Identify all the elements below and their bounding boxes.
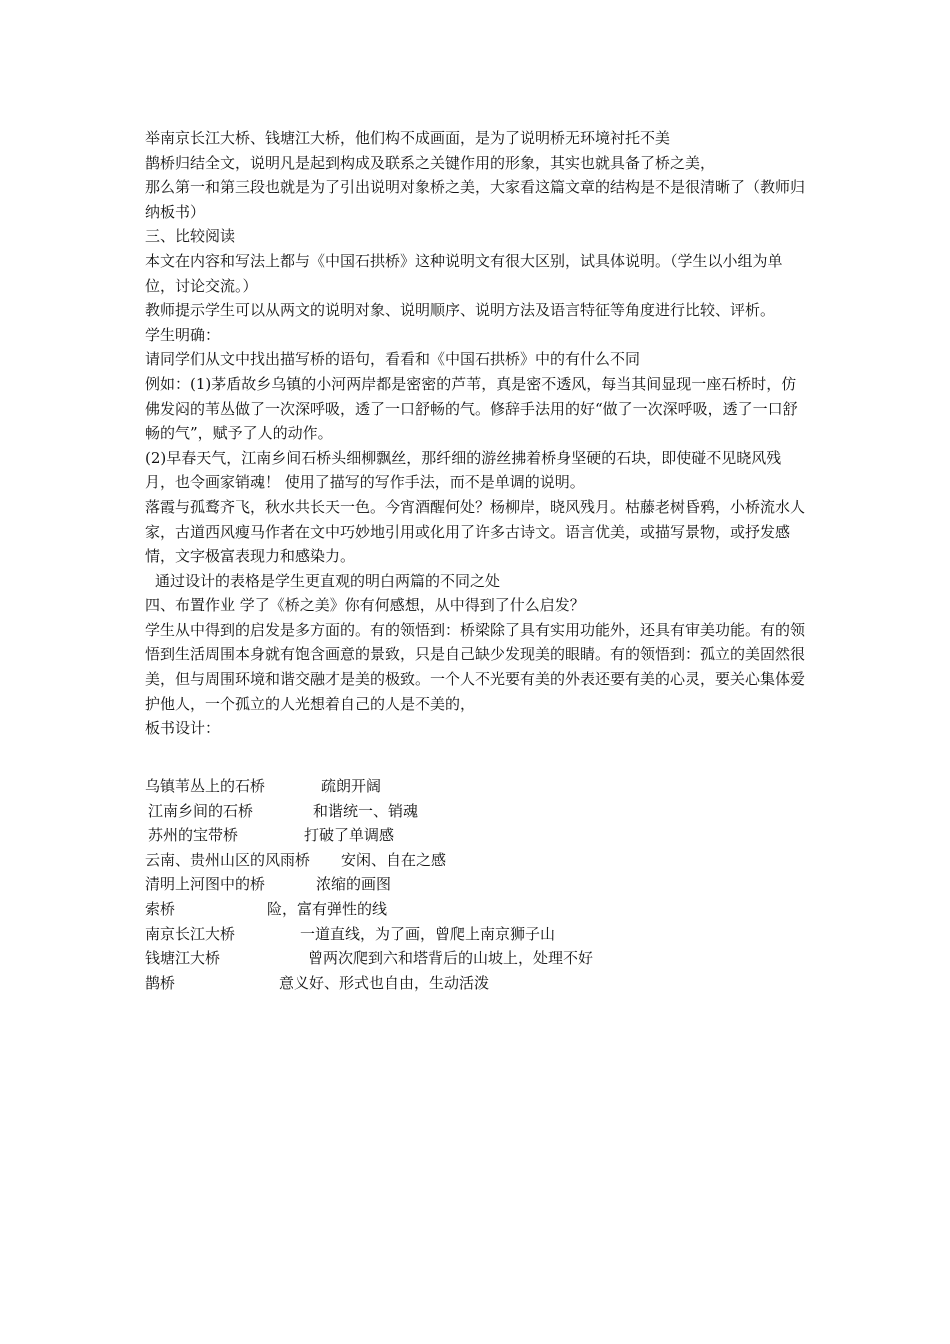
paragraph: 学生从中得到的启发是多方面的。有的领悟到：桥梁除了具有实用功能外，还具有审美功能。有的领悟到生活周围本身就有饱含画意的景致，只是自己缺少发现美的眼睛。有的领悟到：孤立的美固然很美，但与周围环境和谐交融才是美的极致。一个人不光要有美的外表还要有美的心灵，要关心集体爱护他人，一个孤立的人光想着自己的人是不美的， bbox=[145, 620, 806, 713]
paragraph: 请同学们从文中找出描写桥的语句，看看和《中国石拱桥》中的有什么不同 bbox=[145, 350, 641, 369]
bridge-feature: 一道直线，为了画，曾爬上南京狮子山 bbox=[300, 924, 556, 943]
board-row bbox=[145, 946, 810, 971]
bridge-name: 索桥 bbox=[145, 899, 176, 918]
bridge-name: 苏州的宝带桥 bbox=[148, 826, 239, 845]
paragraph: 举南京长江大桥、钱塘江大桥，他们构不成画面，是为了说明桥无环境衬托不美 bbox=[145, 129, 671, 147]
bridge-name: 乌镇苇丛上的石桥 bbox=[145, 777, 266, 795]
bridge-name: 鹊桥 bbox=[145, 973, 176, 992]
bridge-name: 清明上河图中的桥 bbox=[145, 875, 266, 894]
board-design bbox=[145, 774, 810, 995]
bridge-feature: 疏朗开阔 bbox=[321, 777, 382, 795]
board-row bbox=[145, 823, 810, 848]
paragraph: 通过设计的表格是学生更直观的明白两篇的不同之处 bbox=[155, 571, 501, 590]
board-row bbox=[145, 799, 810, 824]
paragraph: 教师提示学生可以从两文的说明对象、说明顺序、说明方法及语言特征等角度进行比较、评析。 bbox=[145, 301, 776, 320]
bridge-feature: 险，富有弹性的线 bbox=[267, 899, 388, 918]
section-heading: 四、布置作业 学了《桥之美》你有何感想，从中得到了什么启发？ bbox=[145, 596, 585, 615]
bridge-feature: 浓缩的画图 bbox=[316, 875, 392, 894]
board-row bbox=[145, 872, 810, 897]
board-row bbox=[145, 774, 810, 799]
board-row bbox=[145, 897, 810, 922]
bridge-feature: 意义好、形式也自由，生动活泼 bbox=[279, 973, 490, 992]
bridge-feature: 打破了单调感 bbox=[304, 826, 395, 845]
paragraph: 鹊桥归结全文，说明凡是起到构成及联系之关键作用的形象，其实也就具备了桥之美， bbox=[145, 153, 716, 172]
bridge-name: 江南乡间的石桥 bbox=[148, 801, 254, 820]
bridge-name: 南京长江大桥 bbox=[145, 924, 236, 943]
paragraph: 板书设计： bbox=[145, 719, 221, 738]
paragraph: 本文在内容和写法上都与《中国石拱桥》这种说明文有很大区别，试具体说明。（学生以小组为单位，讨论交流。） bbox=[145, 251, 783, 295]
paragraph: 学生明确： bbox=[145, 325, 221, 344]
board-row bbox=[145, 971, 810, 996]
bridge-feature: 安闲、自在之感 bbox=[341, 850, 447, 869]
paragraph: 那么第一和第三段也就是为了引出说明对象桥之美，大家看这篇文章的结构是不是很清晰了（教师归纳板书） bbox=[145, 178, 806, 221]
bridge-feature: 曾两次爬到六和塔背后的山坡上，处理不好 bbox=[308, 949, 594, 968]
board-row bbox=[145, 922, 810, 947]
paragraph: 落霞与孤鹜齐飞，秋水共长天一色。今宵酒醒何处？杨柳岸，晓风残月。枯藤老树昏鸦，小桥流水人家，古道西风瘦马作者在文中巧妙地引用或化用了许多古诗文。语言优美，或描写景物，或抒发感情，文字极富表现力和感染力。 bbox=[145, 497, 806, 566]
paragraph: 例如：(1)茅盾故乡乌镇的小河两岸都是密密的芦苇，真是密不透风，每当其间显现一座石桥时，仿佛发闷的苇丛做了一次深呼吸，透了一口舒畅的气。修辞手法用的好“做了一次深呼吸，透了一口舒畅的气”，赋予了人的动作。 bbox=[145, 374, 798, 443]
section-heading: 三、比较阅读 bbox=[145, 227, 236, 246]
body-text bbox=[145, 126, 810, 741]
bridge-name: 钱塘江大桥 bbox=[145, 949, 221, 968]
paragraph: (2)早春天气，江南乡间石桥头细柳飘丝，那纤细的游丝拂着桥身坚硬的石块，即使碰不见晓风残月，也令画家销魂！ 使用了描写的写作手法，而不是单调的说明。 bbox=[145, 448, 782, 492]
bridge-name: 云南、贵州山区的风雨桥 bbox=[145, 850, 311, 869]
bridge-feature: 和谐统一、销魂 bbox=[313, 801, 419, 820]
board-row bbox=[145, 848, 810, 873]
